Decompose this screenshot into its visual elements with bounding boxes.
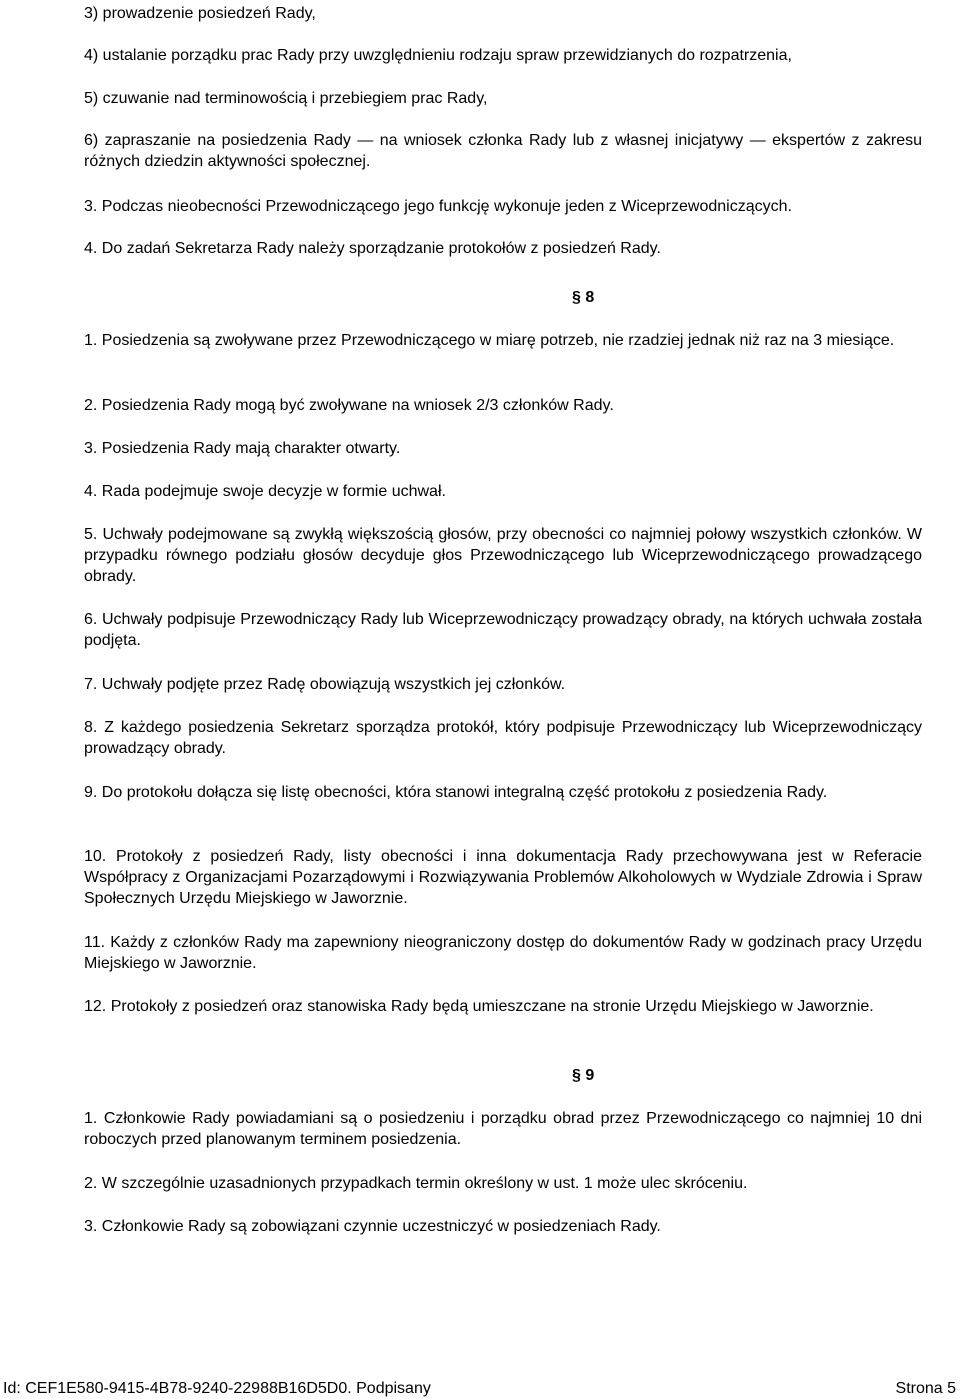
list-item: 3) prowadzenie posiedzeń Rady,: [84, 5, 316, 22]
document-page: [84, 0, 922, 1399]
paragraph: 2. W szczególnie uzasadnionych przypadkach termin określony w ust. 1 może ulec skróceniu.: [84, 1175, 748, 1192]
paragraph: 3. Członkowie Rady są zobowiązani czynnie uczestniczyć w posiedzeniach Rady.: [84, 1218, 661, 1235]
page-number: Strona 5: [895, 1380, 956, 1397]
document-id: Id: CEF1E580-9415-4B78-9240-22988B16D5D0. Podpisany: [3, 1380, 431, 1397]
paragraph: 1. Członkowie Rady powiadamiani są o posiedzeniu i porządku obrad przez Przewodniczącego co najmniej 10 dni roboczych przed planowanym terminem posiedzenia.: [84, 1110, 922, 1148]
section-heading: § 9: [572, 1067, 595, 1084]
paragraph: 7. Uchwały podjęte przez Radę obowiązują wszystkich jej członków.: [84, 676, 566, 693]
paragraph: 8. Z każdego posiedzenia Sekretarz sporządza protokół, który podpisuje Przewodniczący lub Wiceprzewodniczący prowadzący obrady.: [84, 719, 922, 757]
list-item: 5) czuwanie nad terminowością i przebiegiem prac Rady,: [84, 90, 488, 107]
paragraph: 2. Posiedzenia Rady mogą być zwoływane na wniosek 2/3 członków Rady.: [84, 397, 614, 414]
list-item: 4) ustalanie porządku prac Rady przy uwzględnieniu rodzaju spraw przewidzianych do rozpatrzenia,: [84, 47, 792, 64]
paragraph: 9. Do protokołu dołącza się listę obecności, która stanowi integralną część protokołu z posiedzenia Rady.: [84, 784, 828, 801]
paragraph: 10. Protokoły z posiedzeń Rady, listy obecności i inna dokumentacja Rady przechowywana jest w Referacie Współpracy z Organizacjami Pozarządowymi i Rozwiązywania Problemów Alkoholowych w Wydziale Zdrowia i Spraw Społecznych Urzędu Miejskiego w Jaworznie.: [84, 848, 922, 907]
section-heading: § 8: [572, 289, 595, 306]
paragraph: 4. Rada podejmuje swoje decyzje w formie uchwał.: [84, 483, 446, 500]
paragraph: 6. Uchwały podpisuje Przewodniczący Rady lub Wiceprzewodniczący prowadzący obrady, na których uchwała została podjęta.: [84, 611, 922, 649]
paragraph: 5. Uchwały podejmowane są zwykłą większością głosów, przy obecności co najmniej połowy wszystkich członków. W przypadku równego podziału głosów decyduje głos Przewodniczącego lub Wiceprzewodniczącego prowadzącego obrady.: [84, 526, 922, 585]
paragraph: 4. Do zadań Sekretarza Rady należy sporządzanie protokołów z posiedzeń Rady.: [84, 240, 661, 257]
list-item: 6) zapraszanie na posiedzenia Rady — na wniosek członka Rady lub z własnej inicjatywy — ekspertów z zakresu różnych dziedzin aktywności społecznej.: [84, 132, 922, 170]
page-footer: [0, 1377, 960, 1399]
paragraph: 3. Podczas nieobecności Przewodniczącego jego funkcję wykonuje jeden z Wiceprzewodniczących.: [84, 198, 792, 215]
paragraph: 12. Protokoły z posiedzeń oraz stanowiska Rady będą umieszczane na stronie Urzędu Miejskiego w Jaworznie.: [84, 998, 874, 1015]
paragraph: 3. Posiedzenia Rady mają charakter otwarty.: [84, 440, 401, 457]
paragraph: 1. Posiedzenia są zwoływane przez Przewodniczącego w miarę potrzeb, nie rzadziej jednak niż raz na 3 miesiące.: [84, 332, 895, 349]
paragraph: 11. Każdy z członków Rady ma zapewniony nieograniczony dostęp do dokumentów Rady w godzinach pracy Urzędu Miejskiego w Jaworznie.: [84, 934, 922, 972]
